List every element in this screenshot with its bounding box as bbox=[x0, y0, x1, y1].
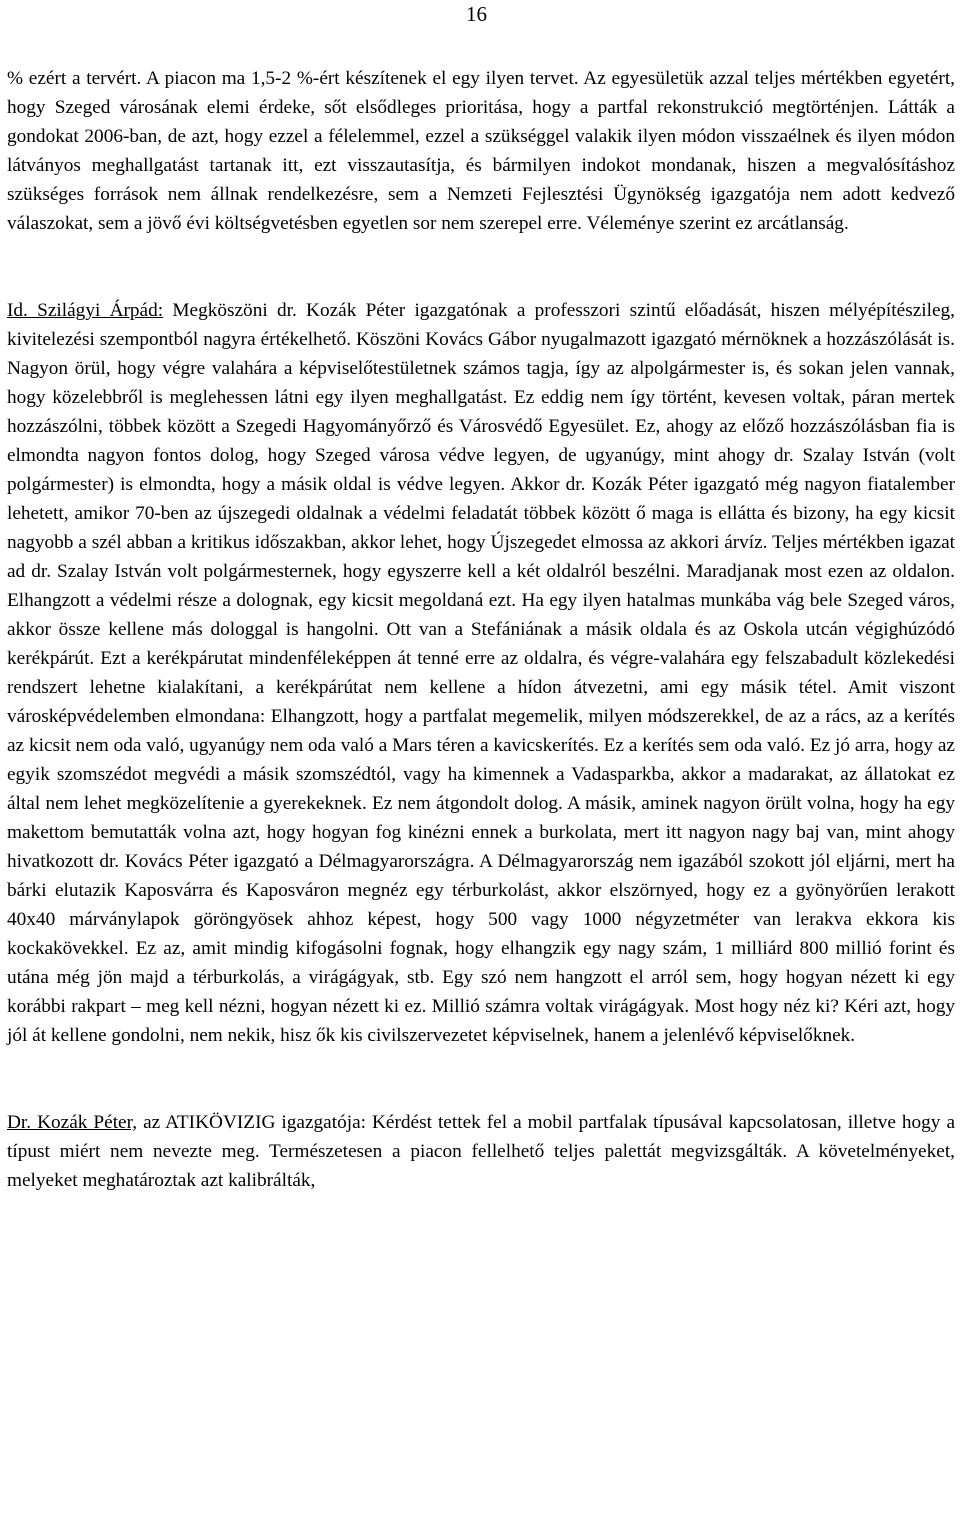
paragraph bbox=[7, 1108, 955, 1195]
paragraph bbox=[7, 64, 955, 238]
paragraph-text: % ezért a tervért. A piacon ma 1,5-2 %-ért készítenek el egy ilyen tervet. Az egyesületük azzal teljes mértékben egyetért, hogy Szeged városának elemi érdeke, sőt elsődleges prioritása, hogy a partfal rekonstrukció megtörténjen. Látták a gondokat 2006-ban, de azt, hogy ezzel a félelemmel, ezzel a szükséggel valakik ilyen módon visszaélnek és ilyen módon látványos meghallgatást tartanak itt, ezt visszautasítja, és bármilyen indokot mondanak, hiszen a megvalósításhoz szükséges források nem állnak rendelkezésre, sem a Nemzeti Fejlesztési Ügynökség igazgatója nem adott kedvező válaszokat, sem a jövő évi költségvetésben egyetlen sor nem szerepel erre. Véleménye szerint ez arcátlanság. bbox=[7, 68, 955, 234]
paragraph bbox=[7, 296, 955, 1050]
page-number: 16 bbox=[466, 2, 487, 26]
document-body bbox=[7, 64, 955, 1195]
speaker-name: Id. Szilágyi Árpád: bbox=[7, 300, 164, 321]
paragraph-text: az ATIKÖVIZIG igazgatója: Kérdést tettek fel a mobil partfalak típusával kapcsolatosan, illetve hogy a típust miért nem nevezte meg. Természetesen a piacon fellelhető teljes palettát megvizsgálták. A követelményeket, melyeket meghatároztak azt kalibrálták, bbox=[7, 1112, 955, 1191]
speaker-name: Dr. Kozák Péter, bbox=[7, 1112, 138, 1133]
paragraph-text: Megköszöni dr. Kozák Péter igazgatónak a professzori szintű előadását, hiszen mélyépítészileg, kivitelezési szempontból nagyra értékelhető. Köszöni Kovács Gábor nyugalmazott igazgató mérnöknek a hozzászólását is. Nagyon örül, hogy végre valahára a képviselőtestületnek számos tagja, így az alpolgármester is, és sokan jelen vannak, hogy közelebbről is meglehessen látni egy ilyen meghallgatást. Ez eddig nem így történt, kevesen voltak, páran mertek hozzászólni, többek között a Szegedi Hagyományőrző és Városvédő Egyesület. Ez, ahogy az előző hozzászólásban fia is elmondta nagyon fontos dolog, hogy Szeged városa védve legyen, de ugyanúgy, mint ahogy dr. Szalay István (volt polgármester) is elmondta, hogy a másik oldal is védve legyen. Akkor dr. Kozák Péter igazgató még nagyon fiatalember lehetett, amikor 70-ben az újszegedi oldalnak a védelmi feladatát többek között ő maga is ellátta és bizony, ha egy kicsit nagyobb a szél abban a kritikus időszakban, akkor lehet, hogy Újszegedet elmossa az akkori árvíz. Teljes mértékben igazat ad dr. Szalay István volt polgármesternek, hogy egyszerre kell a két oldalról beszélni. Maradjanak most ezen az oldalon. Elhangzott a védelmi része a dolognak, egy kicsit megoldaná ezt. Ha egy ilyen hatalmas munkába vág bele Szeged város, akkor össze kellene más dologgal is hangolni. Ott van a Stefániának a másik oldala és az Oskola utcán végighúzódó kerékpárút. Ezt a kerékpárutat mindenféleképpen át tenné erre az oldalra, és végre-valahára egy felszabadult közlekedési rendszert lehetne kialakítani, a kerékpárútat nem kellene a hídon átvezetni, ami egy másik tétel. Amit viszont városképvédelemben elmondana: Elhangzott, hogy a partfalat megemelik, milyen módszerekkel, de az a rács, az a kerítés az kicsit nem oda való, ugyanúgy nem oda való a Mars téren a kavicskerítés. Ez a kerítés sem oda való. Ez jó arra, hogy az egyik szomszédot megvédi a másik szomszédtól, vagy ha kimennek a Vadasparkba, akkor a madarakat, az állatokat ez által nem lehet megközelítenie a gyerekeknek. Ez nem átgondolt dolog. A másik, aminek nagyon örült volna, hogy ha egy makettom bemutatták volna azt, hogy hogyan fog kinézni ennek a burkolata, mert itt nagyon nagy baj van, mint ahogy hivatkozott dr. Kovács Péter igazgató a Délmagyarországra. A Délmagyarország nem igazából szokott jól eljárni, mert ha bárki elutazik Kaposvárra és Kaposváron megnéz egy térburkolást, akkor elszörnyed, hogy ez a gyönyörűen lerakott 40x40 márványlapok göröngyösek ahhoz képest, hogy 500 vagy 1000 négyzetméter van lerakva ekkora kis kockakövekkel. Ez az, amit mindig kifogásolni fognak, hogy elhangzik egy nagy szám, 1 milliárd 800 millió forint és utána még jön majd a térburkolás, a virágágyak, stb. Egy szó nem hangzott el arról sem, hogy hogyan nézett ki egy korábbi rakpart – meg kell nézni, hogyan nézett ki ez. Millió számra voltak virágágyak. Most hogy néz ki? Kéri azt, hogy jól át kellene gondolni, nem nekik, hisz ők kis civilszervezetet képviselnek, hanem a jelenlévő képviselőknek. bbox=[7, 300, 956, 1046]
